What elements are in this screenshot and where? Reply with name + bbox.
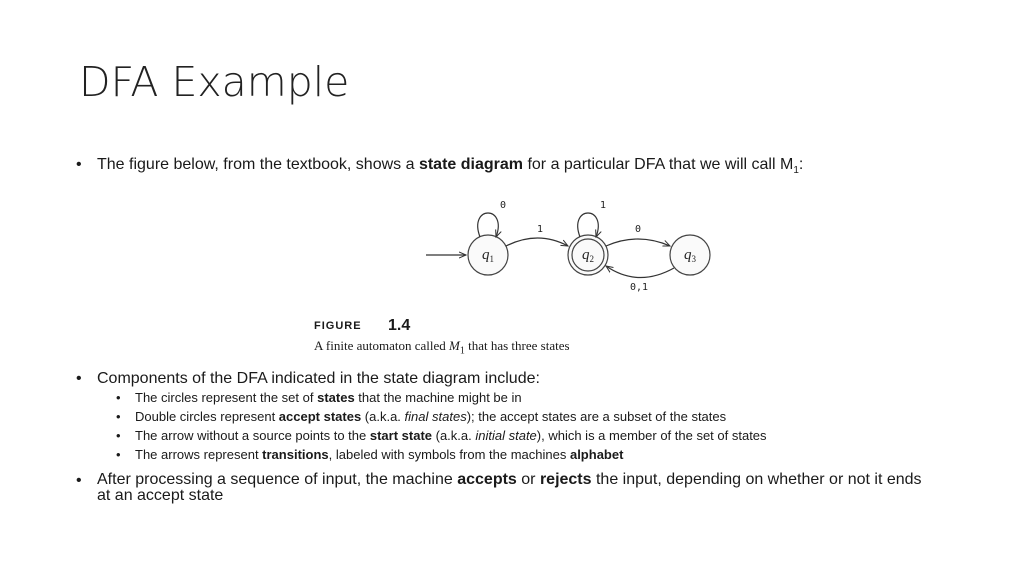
bullet-dot: •: [76, 370, 82, 387]
slide-title: DFA Example: [79, 58, 350, 106]
sub-bullet-text: The arrow without a source points to the start state (a.k.a. initial state), which is a member of the set of states: [135, 428, 767, 443]
bullet-text: Components of the DFA indicated in the state diagram include:: [97, 370, 540, 387]
transition-q1-q2: [506, 238, 568, 246]
sub-bullet-dot: •: [116, 447, 121, 462]
sub-bullet-dot: •: [116, 390, 121, 405]
state-diagram: [420, 190, 720, 300]
state-q2-label: $q_2$: [582, 247, 594, 264]
transition-q3-q2: [606, 266, 674, 278]
figure-caption-text: A finite automaton called $M_1$ that has three states: [314, 338, 570, 357]
loop-q2: [578, 213, 599, 237]
label-q1-q2: 1: [537, 224, 544, 235]
sub-bullet-dot: •: [116, 428, 121, 443]
sub-bullet-text: The arrows represent transitions, labeled with symbols from the machines alphabet: [135, 447, 624, 462]
sub-bullet-text: The circles represent the set of states that the machine might be in: [135, 390, 522, 405]
label-loop-q1: 0: [500, 200, 507, 211]
bullet-text: The figure below, from the textbook, shows a state diagram for a particular DFA that we will call $M_1$:: [97, 156, 804, 177]
state-q1-label: $q_1$: [482, 247, 494, 264]
sub-bullet-text: Double circles represent accept states (a.k.a. final states); the accept states are a subset of the states: [135, 409, 727, 424]
transition-q2-q3: [606, 239, 670, 246]
bullet-text: After processing a sequence of input, the machine accepts or rejects the input, depending on whether or not it ends at an accept state: [97, 471, 922, 504]
label-q2-q3: 0: [635, 224, 642, 235]
figure-caption-label: FIGURE: [314, 320, 362, 332]
loop-q1: [478, 213, 499, 237]
bullet-dot: •: [76, 156, 82, 173]
label-q3-q2: 0,1: [630, 282, 649, 293]
sub-bullet-dot: •: [116, 409, 121, 424]
label-loop-q2: 1: [600, 200, 607, 211]
figure-caption-number: 1.4: [388, 317, 411, 334]
bullet-dot: •: [76, 472, 82, 489]
state-q3-label: $q_3$: [684, 247, 696, 264]
